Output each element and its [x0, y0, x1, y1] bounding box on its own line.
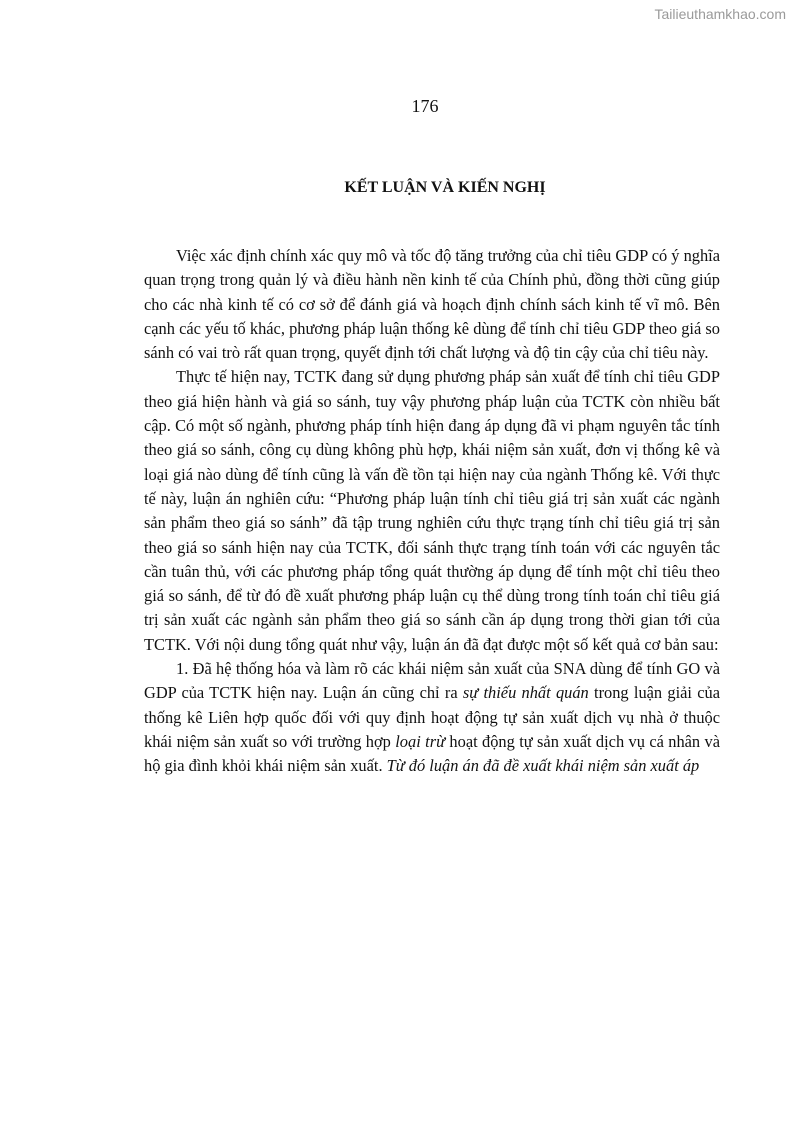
- paragraph-3: [144, 657, 720, 778]
- emphasis-exclusion: loại trừ: [395, 731, 446, 751]
- emphasis-inconsistency: sự thiếu nhất quán: [462, 683, 589, 703]
- page-number: 176: [411, 96, 439, 116]
- paragraph-3-text-3: hoạt động tự sản xuất dịch vụ cá nhân và hộ gia đình khỏi khái niệm sản xuất.: [144, 731, 720, 776]
- paragraph-3-text-1: 1. Đã hệ thống hóa và làm rõ các khái niệm sản xuất của SNA dùng để tính GO và GDP của TCTK hiện nay. Luận án cũng chỉ ra: [144, 659, 720, 703]
- body-text: [144, 244, 720, 779]
- watermark: Tailieuthamkhao.com: [654, 6, 786, 22]
- paragraph-1: Việc xác định chính xác quy mô và tốc độ tăng trưởng của chỉ tiêu GDP có ý nghĩa quan trọng trong quản lý và điều hành nền kinh tế của Chính phủ, đồng thời cũng giúp cho các nhà kinh tế có cơ sở để đánh giá và hoạch định chính sách kinh tế vĩ mô. Bên cạnh các yếu tố khác, phương pháp luận thống kê dùng để tính chỉ tiêu GDP theo giá so sánh có vai trò rất quan trọng, quyết định tới chất lượng và độ tin cậy của chỉ tiêu này.: [144, 246, 720, 363]
- paragraph-2: Thực tế hiện nay, TCTK đang sử dụng phương pháp sản xuất để tính chỉ tiêu GDP theo giá hiện hành và giá so sánh, tuy vậy phương pháp luận của TCTK còn nhiều bất cập. Có một số ngành, phương pháp tính hiện đang áp dụng đã vi phạm nguyên tắc tính theo giá so sánh, công cụ dùng không phù hợp, khái niệm sản xuất, đơn vị thống kê và loại giá nào dùng để tính cũng là vấn đề tồn tại hiện nay của ngành Thống kê. Với thực tế này, luận án nghiên cứu: “Phương pháp luận tính chỉ tiêu giá trị sản xuất các ngành sản phẩm theo giá so sánh” đã tập trung nghiên cứu thực trạng tính chỉ tiêu giá trị sản theo giá so sánh hiện nay của TCTK, đối sánh thực trạng tính toán với các nguyên tắc cần tuân thủ, với các phương pháp tổng quát thường áp dụng để tính một chỉ tiêu theo giá so sánh, để từ đó đề xuất phương pháp luận cụ thể dùng trong tính toán chỉ tiêu giá trị sản xuất các ngành sản phẩm theo giá so sánh cần áp dụng trong thời gian tới của TCTK. Với nội dung tổng quát như vậy, luận án đã đạt được một số kết quả cơ bản sau:: [144, 367, 720, 654]
- emphasis-proposal: Từ đó luận án đã đề xuất khái niệm sản xuất áp: [386, 756, 700, 776]
- paragraph-3-text-2: trong luận giải của thống kê Liên hợp quốc đối với quy định hoạt động tự sản xuất dịch vụ nhà ở thuộc khái niệm sản xuất so với trường hợp: [144, 683, 721, 751]
- section-title: KẾT LUẬN VÀ KIẾN NGHỊ: [344, 179, 546, 196]
